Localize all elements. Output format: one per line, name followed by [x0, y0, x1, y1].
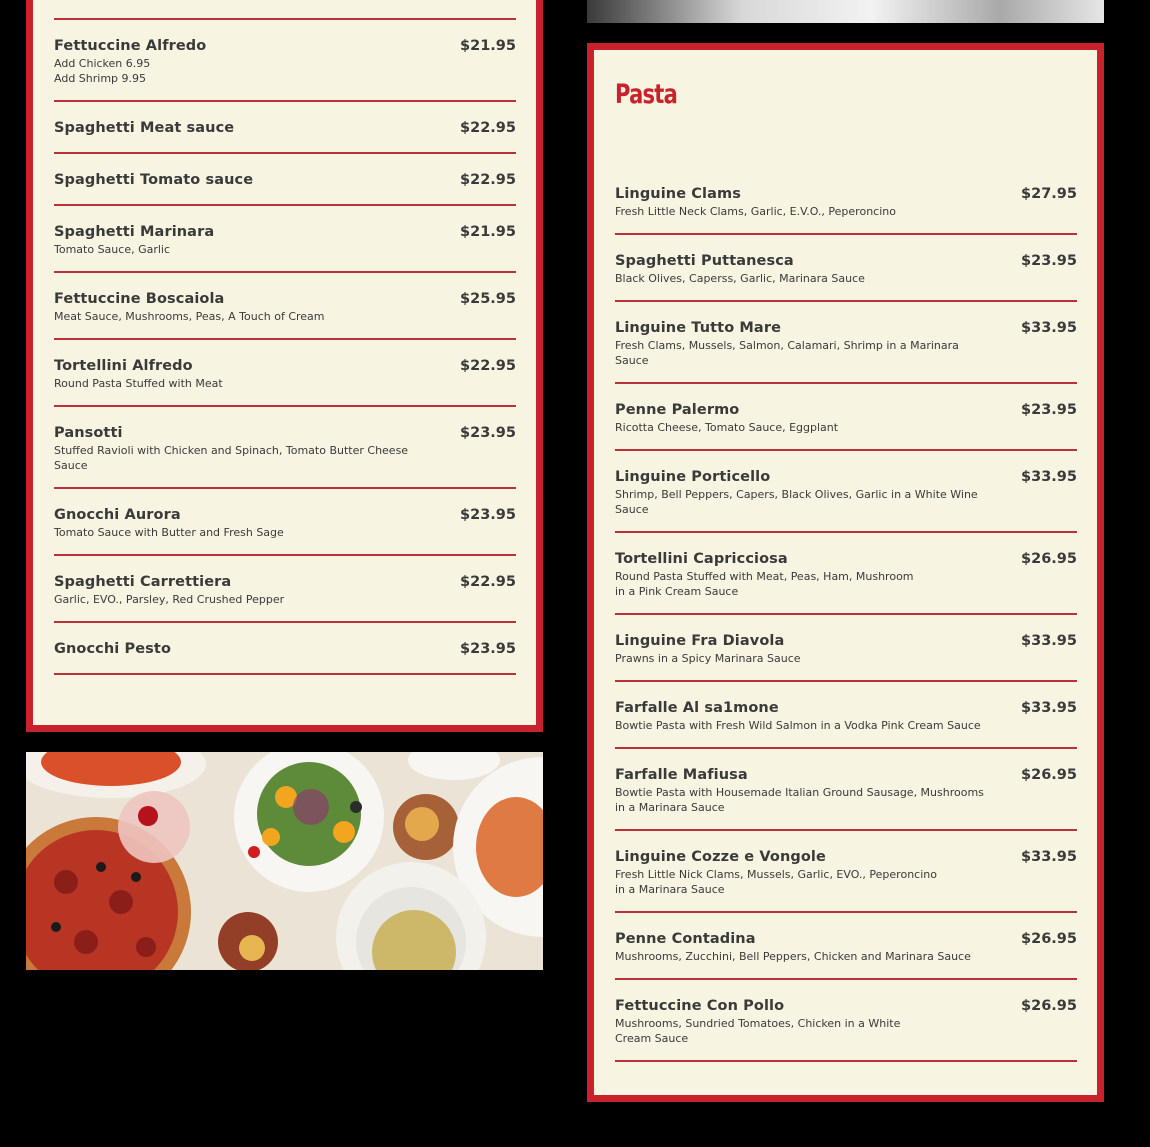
menu-item-name: Gnocchi Aurora — [54, 507, 181, 523]
menu-item-name: Tortellini Alfredo — [54, 358, 193, 374]
menu-item — [615, 615, 1077, 682]
menu-item-name: Linguine Cozze e Vongole — [615, 849, 826, 865]
menu-item-price: $33.95 — [1021, 700, 1077, 716]
menu-item — [54, 340, 516, 407]
menu-item-price: $23.95 — [460, 507, 516, 523]
menu-item-description: Ricotta Cheese, Tomato Sauce, Eggplant — [615, 421, 839, 434]
menu-item — [54, 154, 516, 206]
menu-item — [615, 384, 1077, 451]
menu-item — [615, 682, 1077, 749]
menu-item — [615, 302, 1077, 384]
menu-item — [615, 533, 1077, 615]
menu-item-name: Spaghetti Marinara — [54, 224, 215, 240]
menu-item-name: Linguine Fra Diavola — [615, 633, 785, 649]
food-photo — [26, 752, 543, 970]
section-title: Pasta — [615, 79, 677, 110]
menu-item-description: Fresh Little Neck Clams, Garlic, E.V.O., Peperoncino — [615, 205, 896, 218]
menu-item-price: $23.95 — [460, 425, 516, 441]
menu-item-name: Spaghetti Tomato sauce — [54, 172, 254, 188]
menu-item-description: Round Pasta Stuffed with Meat — [54, 377, 223, 390]
menu-item-description: Stuffed Ravioli with Chicken and Spinach, Tomato Butter Cheese Sauce — [54, 444, 409, 472]
menu-item-name: Fettuccine Con Pollo — [615, 998, 785, 1014]
menu-item-description: Shrimp, Bell Peppers, Capers, Black Olives, Garlic in a White Wine Sauce — [615, 488, 978, 516]
menu-item-price: $33.95 — [1021, 633, 1077, 649]
menu-item — [54, 206, 516, 273]
menu-item-description: Prawns in a Spicy Marinara Sauce — [615, 652, 801, 665]
menu-item — [615, 168, 1077, 235]
menu-item-description: Round Pasta Stuffed with Meat, Peas, Ham, Mushroom in a Pink Cream Sauce — [615, 570, 914, 598]
menu-item-name: Spaghetti Carrettiera — [54, 574, 232, 590]
menu-item-price: $27.95 — [1021, 186, 1077, 202]
menu-item-name: Farfalle Mafiusa — [615, 767, 748, 783]
menu-item-description: Fresh Clams, Mussels, Salmon, Calamari, Shrimp in a Marinara Sauce — [615, 339, 959, 367]
menu-item-price: $33.95 — [1021, 469, 1077, 485]
menu-item-price: $22.95 — [460, 574, 516, 590]
menu-item-price: $26.95 — [1021, 998, 1077, 1014]
menu-item-price: $26.95 — [1021, 551, 1077, 567]
pasta-menu-panel-right — [587, 43, 1104, 1102]
food-photo-top — [587, 0, 1104, 23]
menu-item-description: Bowtie Pasta with Fresh Wild Salmon in a Vodka Pink Cream Sauce — [615, 719, 981, 732]
menu-item — [54, 407, 516, 489]
menu-item-price: $22.95 — [460, 172, 516, 188]
menu-item-description: Add Chicken 6.95 Add Shrimp 9.95 — [54, 57, 151, 85]
menu-item — [54, 556, 516, 623]
pasta-menu-panel-left — [26, 0, 543, 732]
menu-item-description: Meat Sauce, Mushrooms, Peas, A Touch of Cream — [54, 310, 325, 323]
menu-item-name: Farfalle Al sa1mone — [615, 700, 779, 716]
menu-item — [615, 749, 1077, 831]
menu-item-price: $22.95 — [460, 120, 516, 136]
menu-item — [615, 235, 1077, 302]
menu-item-price: $23.95 — [1021, 253, 1077, 269]
menu-item-name: Penne Palermo — [615, 402, 740, 418]
menu-item — [54, 623, 516, 675]
pasta-menu-list — [615, 168, 1077, 1062]
menu-item — [615, 980, 1077, 1062]
menu-item-name: Penne Contadina — [615, 931, 756, 947]
menu-item-name: Linguine Tutto Mare — [615, 320, 782, 336]
menu-item-price: $21.95 — [460, 38, 516, 54]
menu-item-price: $26.95 — [1021, 931, 1077, 947]
menu-item-description: Tomato Sauce with Butter and Fresh Sage — [54, 526, 284, 539]
menu-item-price: $23.95 — [1021, 402, 1077, 418]
menu-item-description: Black Olives, Caperss, Garlic, Marinara Sauce — [615, 272, 865, 285]
menu-item-name: Gnocchi Pesto — [54, 641, 172, 657]
menu-item-name: Pansotti — [54, 425, 123, 441]
menu-item-price: $21.95 — [460, 224, 516, 240]
menu-item-price: $23.95 — [460, 641, 516, 657]
menu-item-price: $33.95 — [1021, 320, 1077, 336]
menu-item-name: Spaghetti Meat sauce — [54, 120, 235, 136]
menu-item-name: Linguine Clams — [615, 186, 741, 202]
menu-item-name: Fettuccine Alfredo — [54, 38, 207, 54]
menu-item-name: Tortellini Capricciosa — [615, 551, 788, 567]
menu-item — [54, 273, 516, 340]
menu-item-description: Fresh Little Nick Clams, Mussels, Garlic, EVO., Peperoncino in a Marinara Sauce — [615, 868, 937, 896]
menu-item-description: Mushrooms, Zucchini, Bell Peppers, Chicken and Marinara Sauce — [615, 950, 971, 963]
menu-item — [54, 102, 516, 154]
menu-item-description: Tomato Sauce, Garlic — [54, 243, 171, 256]
menu-item-name: Fettuccine Boscaiola — [54, 291, 225, 307]
food-photo-illustration — [26, 752, 543, 970]
menu-item-description: Bowtie Pasta with Housemade Italian Ground Sausage, Mushrooms in a Marinara Sauce — [615, 786, 984, 814]
menu-item-price: $33.95 — [1021, 849, 1077, 865]
menu-item-price: $22.95 — [460, 358, 516, 374]
menu-item-price: $25.95 — [460, 291, 516, 307]
menu-item — [54, 20, 516, 102]
menu-item — [615, 831, 1077, 913]
menu-item — [54, 489, 516, 556]
menu-item-price: $26.95 — [1021, 767, 1077, 783]
menu-item-description: Mushrooms, Sundried Tomatoes, Chicken in a White Cream Sauce — [615, 1017, 901, 1045]
left-menu-list — [54, 20, 516, 675]
menu-item-description: Garlic, EVO., Parsley, Red Crushed Pepper — [54, 593, 285, 606]
menu-item-name: Linguine Porticello — [615, 469, 771, 485]
menu-item — [615, 913, 1077, 980]
menu-item — [615, 451, 1077, 533]
menu-item-name: Spaghetti Puttanesca — [615, 253, 794, 269]
